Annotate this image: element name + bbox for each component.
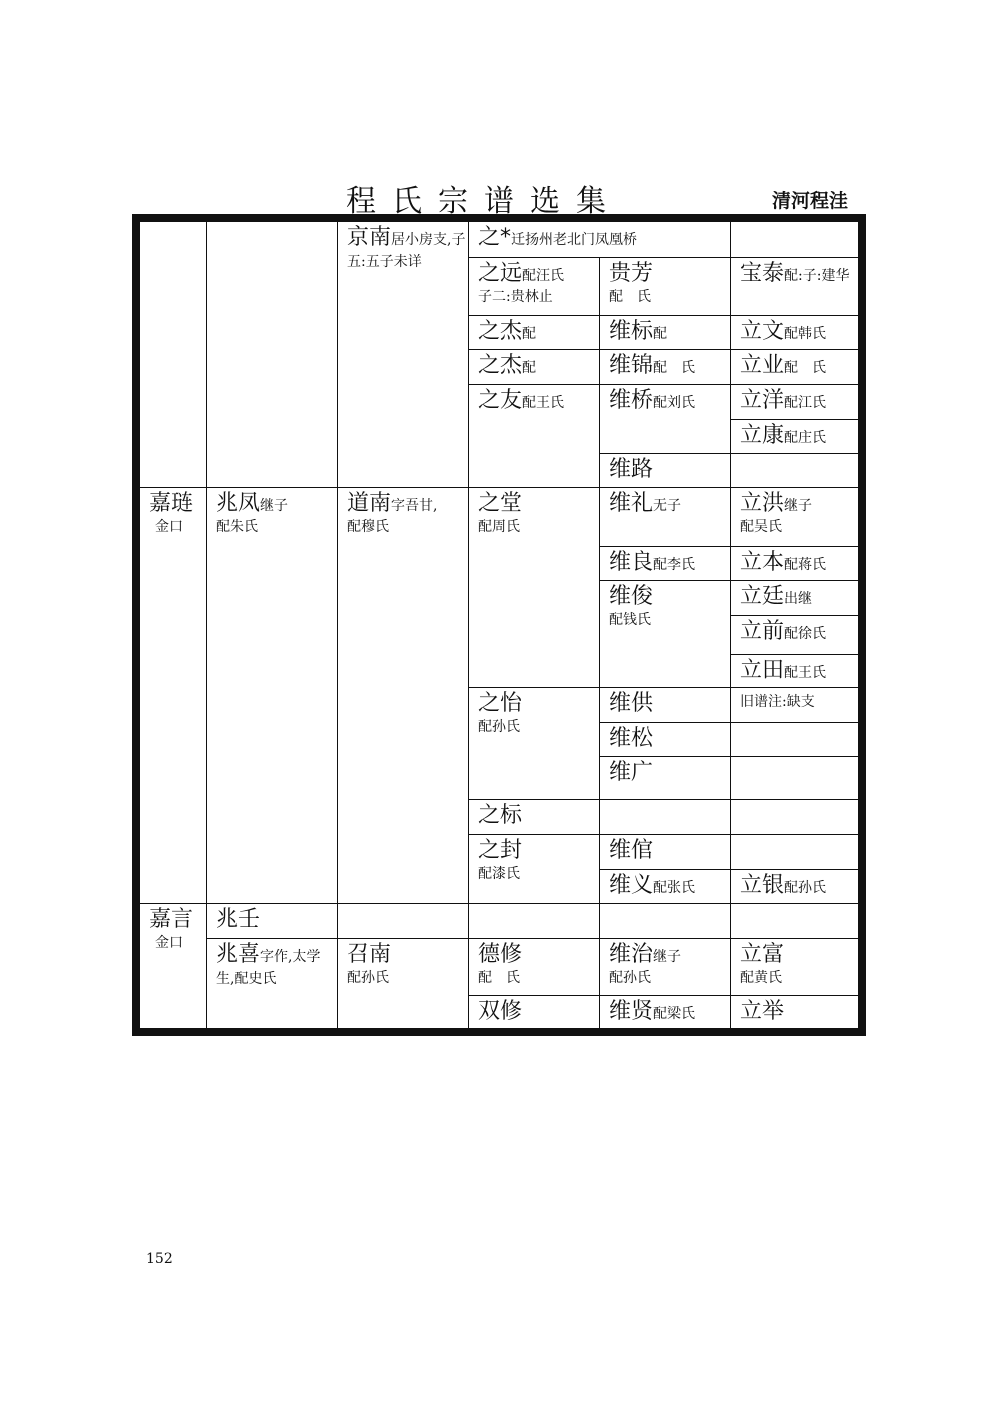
remark-note: 旧谱注:缺支 xyxy=(740,694,815,710)
person-jingnan xyxy=(337,221,469,488)
person-note: 字作,太学生,配史氏 xyxy=(216,949,321,987)
col6-blank-weiguang xyxy=(730,756,859,800)
person-weili xyxy=(599,487,731,547)
person-weiyi xyxy=(599,869,731,904)
person-note: 配孙氏 xyxy=(784,880,827,896)
person-name: 之怡 xyxy=(478,691,523,716)
person-note: 配 氏 xyxy=(478,970,520,986)
person-note: 配:子:建华 xyxy=(784,268,850,284)
person-note: 配 氏 xyxy=(653,360,696,376)
person-name: 召南 xyxy=(347,942,392,967)
person-note: 配江氏 xyxy=(784,395,827,411)
person-note: 配孙氏 xyxy=(347,970,389,986)
col4-blank-jiayan xyxy=(468,903,600,939)
person-name: 维广 xyxy=(609,760,654,785)
person-weijin xyxy=(599,349,731,385)
row-jiayan xyxy=(139,903,207,1029)
person-name: 德修 xyxy=(478,942,523,967)
person-weijun xyxy=(599,580,731,688)
person-zhaonan xyxy=(337,938,469,1029)
person-weigong xyxy=(599,687,731,723)
person-name: 之远 xyxy=(478,261,523,286)
person-note-2: 配朱氏 xyxy=(216,519,258,535)
person-name: 兆喜 xyxy=(216,942,261,967)
person-note: 配 xyxy=(653,326,668,342)
person-lihong xyxy=(730,487,859,547)
person-name: 道南 xyxy=(347,491,392,516)
person-name: 立前 xyxy=(740,619,785,644)
person-name: 维桥 xyxy=(609,388,654,413)
person-weisong xyxy=(599,722,731,757)
person-note: 配梁氏 xyxy=(653,1006,696,1022)
person-weiliang xyxy=(599,546,731,581)
person-liwen xyxy=(730,315,859,350)
person-liye xyxy=(730,349,859,385)
person-likang xyxy=(730,419,859,454)
person-note: 继子 xyxy=(260,498,289,514)
person-zhijie-2 xyxy=(468,349,600,385)
person-zhistar xyxy=(468,221,731,258)
person-zhaoxi xyxy=(206,938,338,1029)
col2-top-blank xyxy=(206,221,338,488)
person-note: 配 氏 xyxy=(609,289,651,305)
person-note: 配汪氏 xyxy=(522,268,565,284)
col6-blank-weilu xyxy=(730,453,859,488)
person-note-2: 配穆氏 xyxy=(347,519,389,535)
person-liting xyxy=(730,580,859,616)
person-name: 之杰 xyxy=(478,353,523,378)
person-name: 维松 xyxy=(609,726,654,751)
row-jiazuo xyxy=(139,487,207,904)
person-name: 维标 xyxy=(609,319,654,344)
person-note: 配 xyxy=(522,360,537,376)
person-note: 配李氏 xyxy=(653,557,696,573)
person-name: 之* xyxy=(478,225,512,250)
person-note: 配王氏 xyxy=(522,395,565,411)
person-litian xyxy=(730,654,859,688)
person-name: 京南 xyxy=(347,225,392,250)
person-note: 配漆氏 xyxy=(478,866,520,882)
person-note: 金口 xyxy=(155,935,183,951)
person-name: 兆凤 xyxy=(216,491,261,516)
person-name: 立洪 xyxy=(740,491,785,516)
person-name: 立银 xyxy=(740,873,785,898)
person-weiguan xyxy=(599,834,731,870)
person-name: 维礼 xyxy=(609,491,654,516)
person-name: 之封 xyxy=(478,838,523,863)
person-note: 配周氏 xyxy=(478,519,520,535)
person-liqian xyxy=(730,615,859,655)
person-name: 立举 xyxy=(740,999,785,1024)
person-shuangxiu xyxy=(468,995,600,1029)
person-name: 立洋 xyxy=(740,388,785,413)
person-zhitang xyxy=(468,487,600,688)
person-liyang xyxy=(730,384,859,420)
person-liyin xyxy=(730,869,859,904)
person-weizhi xyxy=(599,938,731,996)
person-note: 配庄氏 xyxy=(784,430,827,446)
col6-blank-weisong xyxy=(730,722,859,757)
person-guifang xyxy=(599,257,731,316)
person-note: 配蒋氏 xyxy=(784,557,827,573)
person-name: 维义 xyxy=(609,873,654,898)
person-name: 之友 xyxy=(478,388,523,413)
person-note: 配刘氏 xyxy=(653,395,696,411)
col1-top-blank xyxy=(139,221,207,488)
person-note: 配张氏 xyxy=(653,880,696,896)
person-liben xyxy=(730,546,859,581)
person-note: 继子 xyxy=(784,498,813,514)
person-zhiyuan xyxy=(468,257,600,316)
person-note: 配 xyxy=(522,326,537,342)
person-name: 嘉琏 xyxy=(149,491,194,516)
col6-blank-top xyxy=(730,221,859,258)
person-weixian xyxy=(599,995,731,1029)
person-note-2: 配孙氏 xyxy=(609,970,651,986)
person-note: 配孙氏 xyxy=(478,719,520,735)
person-name: 立富 xyxy=(740,942,785,967)
person-name: 双修 xyxy=(478,999,523,1024)
person-name: 之堂 xyxy=(478,491,523,516)
person-name: 立康 xyxy=(740,423,785,448)
person-note: 金口 xyxy=(155,519,183,535)
person-zhaofeng xyxy=(206,487,338,904)
person-name: 贵芳 xyxy=(609,261,654,286)
person-name: 嘉言 xyxy=(149,907,194,932)
person-zhibiao xyxy=(468,799,600,835)
header-title: 程氏宗谱选集 xyxy=(346,184,622,219)
person-name: 维贤 xyxy=(609,999,654,1024)
person-dexiu xyxy=(468,938,600,996)
person-daonan xyxy=(337,487,469,904)
person-name: 维倌 xyxy=(609,838,654,863)
person-note: 迁扬州老北门凤凰桥 xyxy=(511,232,638,248)
col5-blank-zhibiao xyxy=(599,799,731,835)
person-note: 出继 xyxy=(784,591,813,607)
person-note: 配黄氏 xyxy=(740,970,782,986)
person-baotai xyxy=(730,257,859,316)
person-name: 宝泰 xyxy=(740,261,785,286)
person-name: 维路 xyxy=(609,457,654,482)
person-name: 立田 xyxy=(740,658,785,683)
person-name: 之杰 xyxy=(478,319,523,344)
person-note-2: 配吴氏 xyxy=(740,519,782,535)
person-note: 无子 xyxy=(653,498,682,514)
person-zhifeng xyxy=(468,834,600,904)
person-name: 立廷 xyxy=(740,584,785,609)
person-name: 维供 xyxy=(609,691,654,716)
person-note: 配 氏 xyxy=(784,360,827,376)
person-zhiyou xyxy=(468,384,600,488)
person-note: 居小房支,子五:五子未详 xyxy=(347,232,466,270)
person-note: 继子 xyxy=(653,949,682,965)
person-name: 立业 xyxy=(740,353,785,378)
person-name: 维治 xyxy=(609,942,654,967)
person-note: 配徐氏 xyxy=(784,626,827,642)
person-weiqiao xyxy=(599,384,731,454)
person-note: 配钱氏 xyxy=(609,612,651,628)
person-note: 字吾甘, xyxy=(391,498,438,514)
person-lifu xyxy=(730,938,859,996)
person-weiguang xyxy=(599,756,731,800)
person-name: 维俊 xyxy=(609,584,654,609)
person-zhaoren xyxy=(206,903,338,939)
person-note: 配韩氏 xyxy=(784,326,827,342)
person-name: 维良 xyxy=(609,550,654,575)
col6-blank-weiguan xyxy=(730,834,859,870)
genealogy-remark xyxy=(730,687,859,723)
person-weibiao xyxy=(599,315,731,350)
col6-blank-zhibiao xyxy=(730,799,859,835)
person-name: 立文 xyxy=(740,319,785,344)
person-name: 兆壬 xyxy=(216,907,261,932)
person-weilu xyxy=(599,453,731,488)
person-note: 配王氏 xyxy=(784,665,827,681)
person-name: 之标 xyxy=(478,803,523,828)
page-number: 152 xyxy=(146,1251,173,1267)
col3-blank-jiayan xyxy=(337,903,469,939)
person-name: 立本 xyxy=(740,550,785,575)
header-branch: 清河程洼 xyxy=(772,190,849,212)
person-liju xyxy=(730,995,859,1029)
person-zhijie-1 xyxy=(468,315,600,350)
col6-blank-jiayan xyxy=(730,903,859,939)
person-zhiyi xyxy=(468,687,600,800)
col5-blank-jiayan xyxy=(599,903,731,939)
person-note-2: 子二:贵林止 xyxy=(478,289,553,305)
person-name: 维锦 xyxy=(609,353,654,378)
